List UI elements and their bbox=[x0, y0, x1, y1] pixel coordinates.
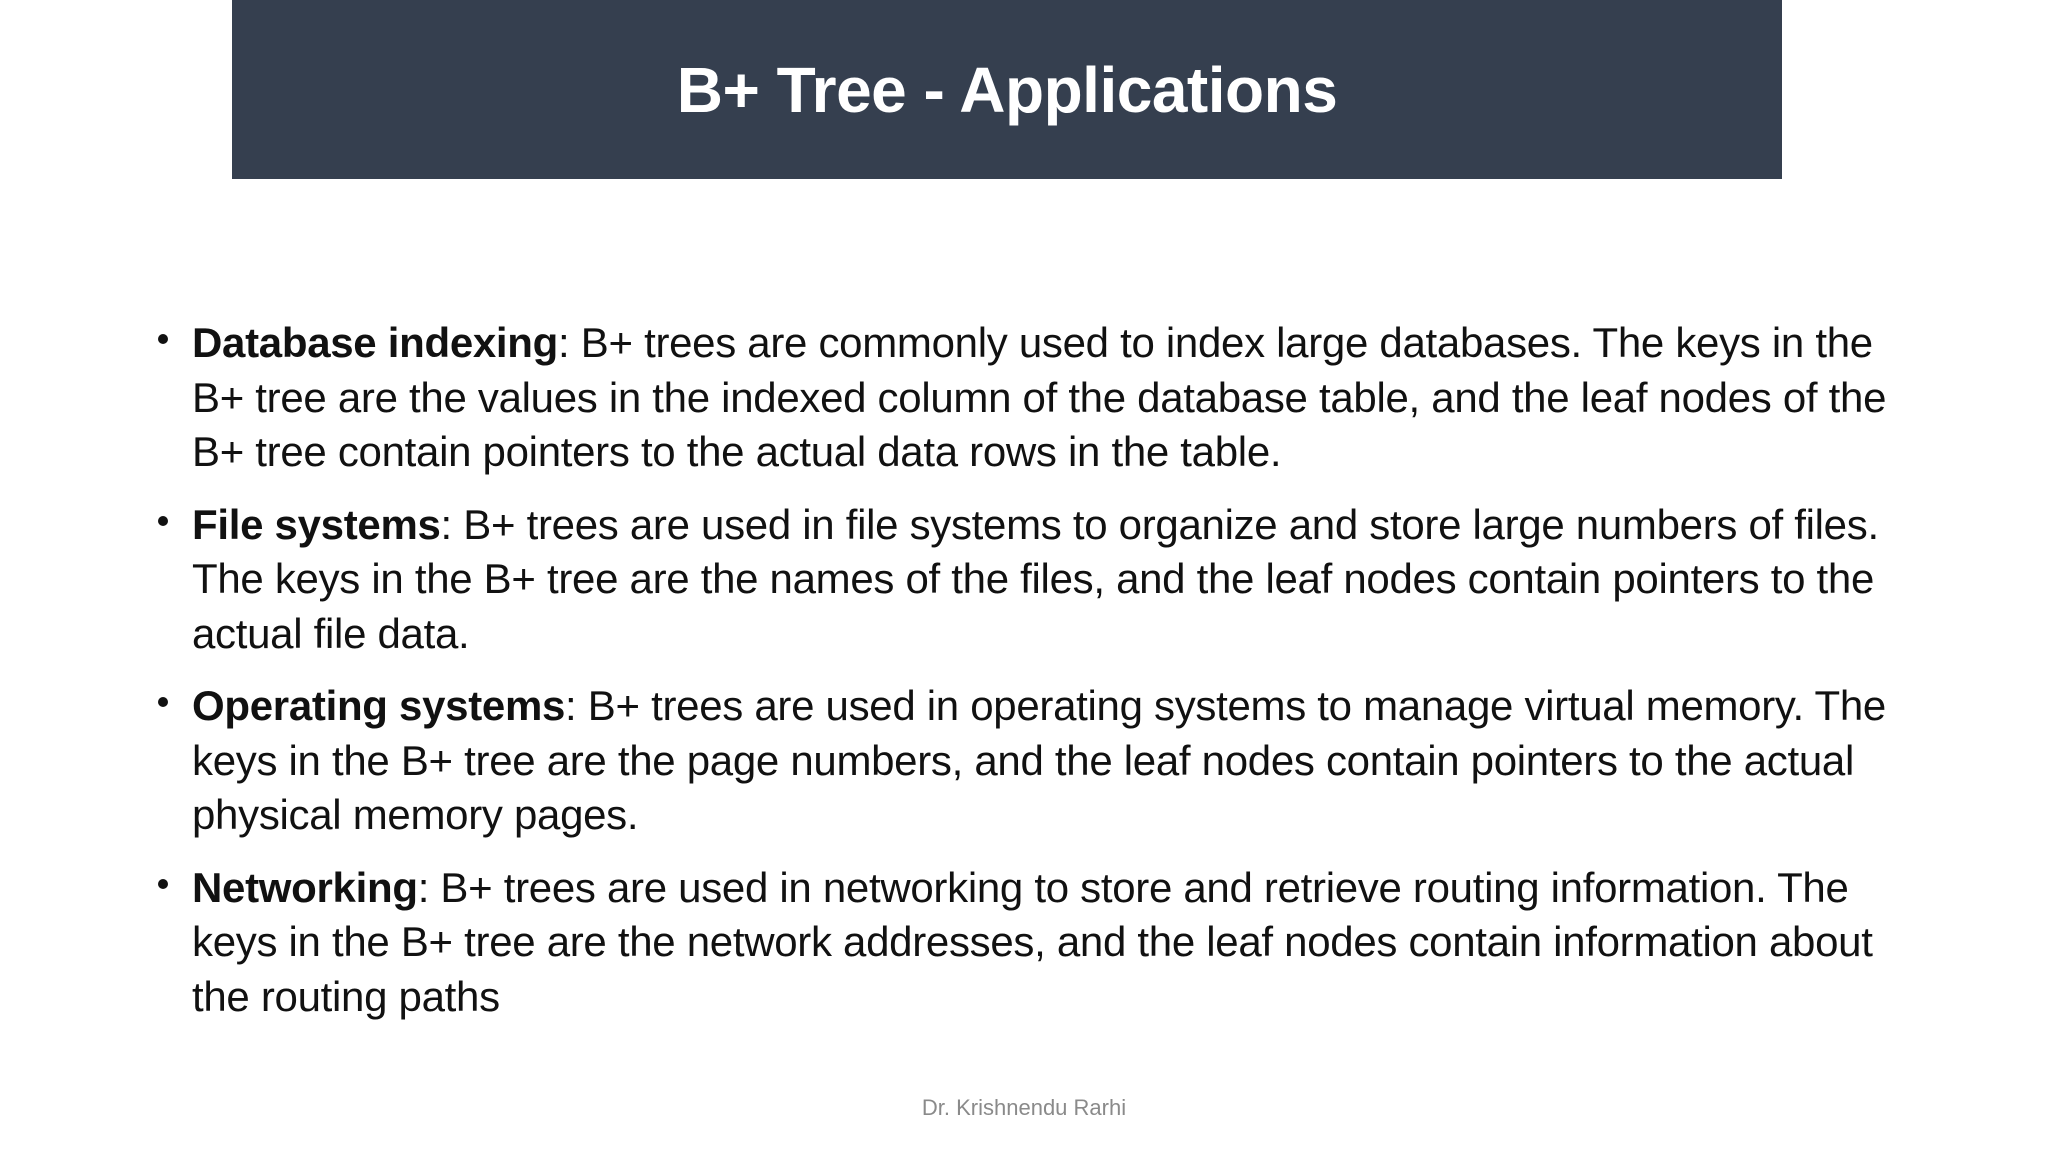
bullet-separator: : bbox=[558, 319, 570, 366]
bullet-networking bbox=[150, 861, 1910, 1025]
bullet-dot-icon bbox=[158, 516, 168, 526]
bullet-dot-icon bbox=[158, 334, 168, 344]
slide-footer: Dr. Krishnendu Rarhi bbox=[921, 1095, 1127, 1120]
bullet-text: B+ trees are used in file systems to organize and store large numbers of files. The keys in the B+ tree are the names of the files, and the leaf nodes contain pointers to the actual file data. bbox=[192, 500, 1879, 657]
bullet-separator: : bbox=[440, 500, 452, 548]
bullet-database-indexing bbox=[150, 316, 1910, 480]
bullet-separator: : bbox=[565, 682, 577, 729]
slide-content bbox=[150, 316, 1910, 1042]
bullet-term: Operating systems bbox=[192, 682, 566, 729]
bullet-term: Networking bbox=[192, 863, 418, 911]
bullet-text: B+ trees are used in operating systems to manage virtual memory. The keys in the B+ tree are the page numbers, and the leaf nodes contain pointers to the actual physical memory pages. bbox=[192, 682, 1886, 838]
slide-title: B+ Tree - Applications bbox=[676, 53, 1338, 126]
bullet-text: B+ trees are used in networking to store and retrieve routing information. The keys in the B+ tree are the network addresses, and the leaf nodes contain information about the routing paths bbox=[192, 863, 1873, 1020]
bullet-file-systems bbox=[150, 498, 1910, 662]
title-bar bbox=[232, 0, 1782, 179]
bullet-term: Database indexing bbox=[192, 319, 559, 366]
bullet-text: B+ trees are commonly used to index large databases. The keys in the B+ tree are the values in the indexed column of the database table, and the leaf nodes of the B+ tree contain pointers to the actual data rows in the table. bbox=[192, 319, 1887, 475]
bullet-dot-icon bbox=[158, 697, 168, 707]
bullet-dot-icon bbox=[158, 879, 168, 889]
bullet-term: File systems bbox=[192, 500, 441, 548]
bullet-operating-systems bbox=[150, 679, 1910, 843]
bullet-separator: : bbox=[417, 863, 430, 911]
bullet-list bbox=[150, 316, 1910, 1024]
